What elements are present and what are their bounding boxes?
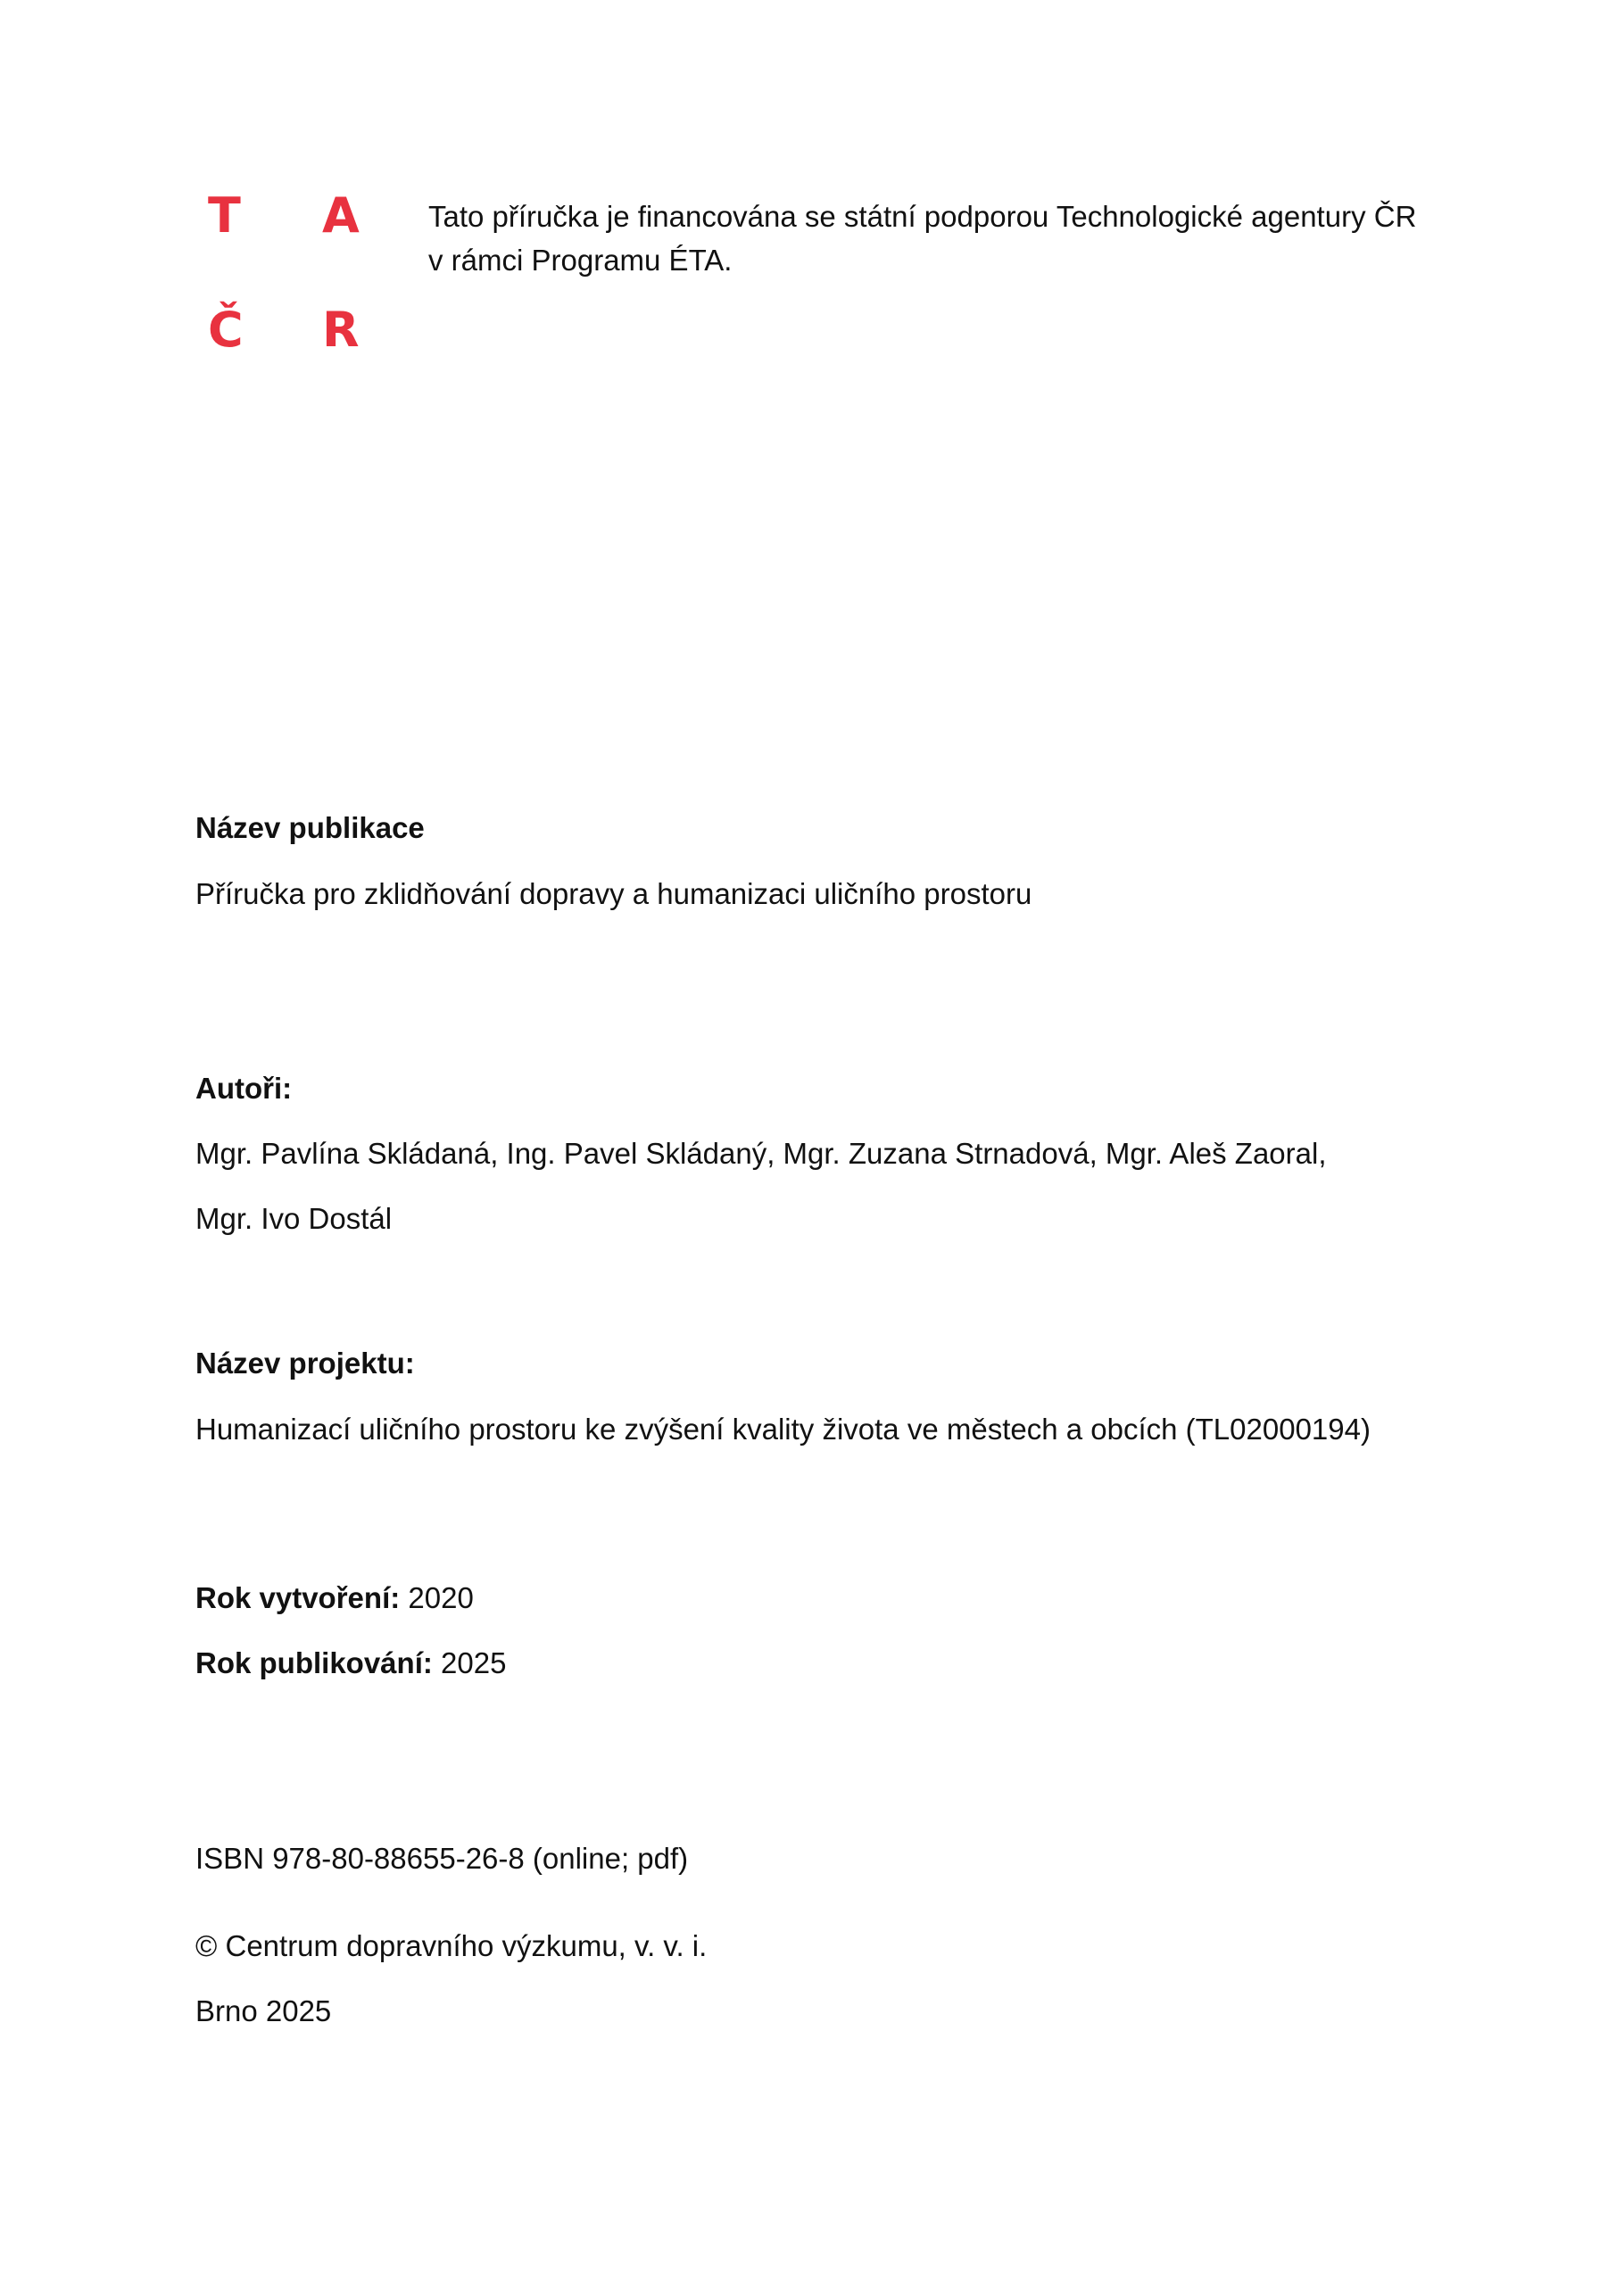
year-published-label: Rok publikování: <box>195 1646 433 1679</box>
project-name: Humanizací uličního prostoru ke zvýšení kvality života ve městech a obcích (TL02000194) <box>195 1413 1371 1446</box>
authors-line-2: Mgr. Ivo Dostál <box>195 1202 393 1235</box>
publication-title: Příručka pro zklidňování dopravy a humanizaci uličního prostoru <box>195 877 1032 910</box>
tacr-logo <box>201 183 379 361</box>
authors-line-1: Mgr. Pavlína Skládaná, Ing. Pavel Skládaný, Mgr. Zuzana Strnadová, Mgr. Aleš Zaoral, <box>195 1137 1327 1170</box>
logo-letter-t: T <box>208 187 241 244</box>
logo-letter-r: R <box>322 302 360 358</box>
funding-line-1: Tato příručka je financována se státní podporou Technologické agentury ČR <box>428 200 1417 233</box>
logo-letter-c-caron: Č <box>208 302 244 358</box>
project-name-label: Název projektu: <box>195 1347 415 1380</box>
funding-line-2: v rámci Programu ÉTA. <box>428 244 733 277</box>
year-created-value: 2020 <box>408 1581 474 1614</box>
publication-title-label: Název publikace <box>195 811 425 844</box>
logo-letter-a: A <box>322 187 360 244</box>
year-published-value: 2025 <box>441 1646 507 1679</box>
year-published <box>195 1645 506 1681</box>
year-created <box>195 1580 474 1616</box>
place-year: Brno 2025 <box>195 1994 332 2027</box>
year-created-label: Rok vytvoření: <box>195 1581 401 1614</box>
funding-statement <box>428 195 1481 282</box>
isbn: ISBN 978-80-88655-26-8 (online; pdf) <box>195 1842 689 1875</box>
authors-label: Autoři: <box>195 1072 293 1105</box>
copyright: © Centrum dopravního výzkumu, v. v. i. <box>195 1929 708 1962</box>
